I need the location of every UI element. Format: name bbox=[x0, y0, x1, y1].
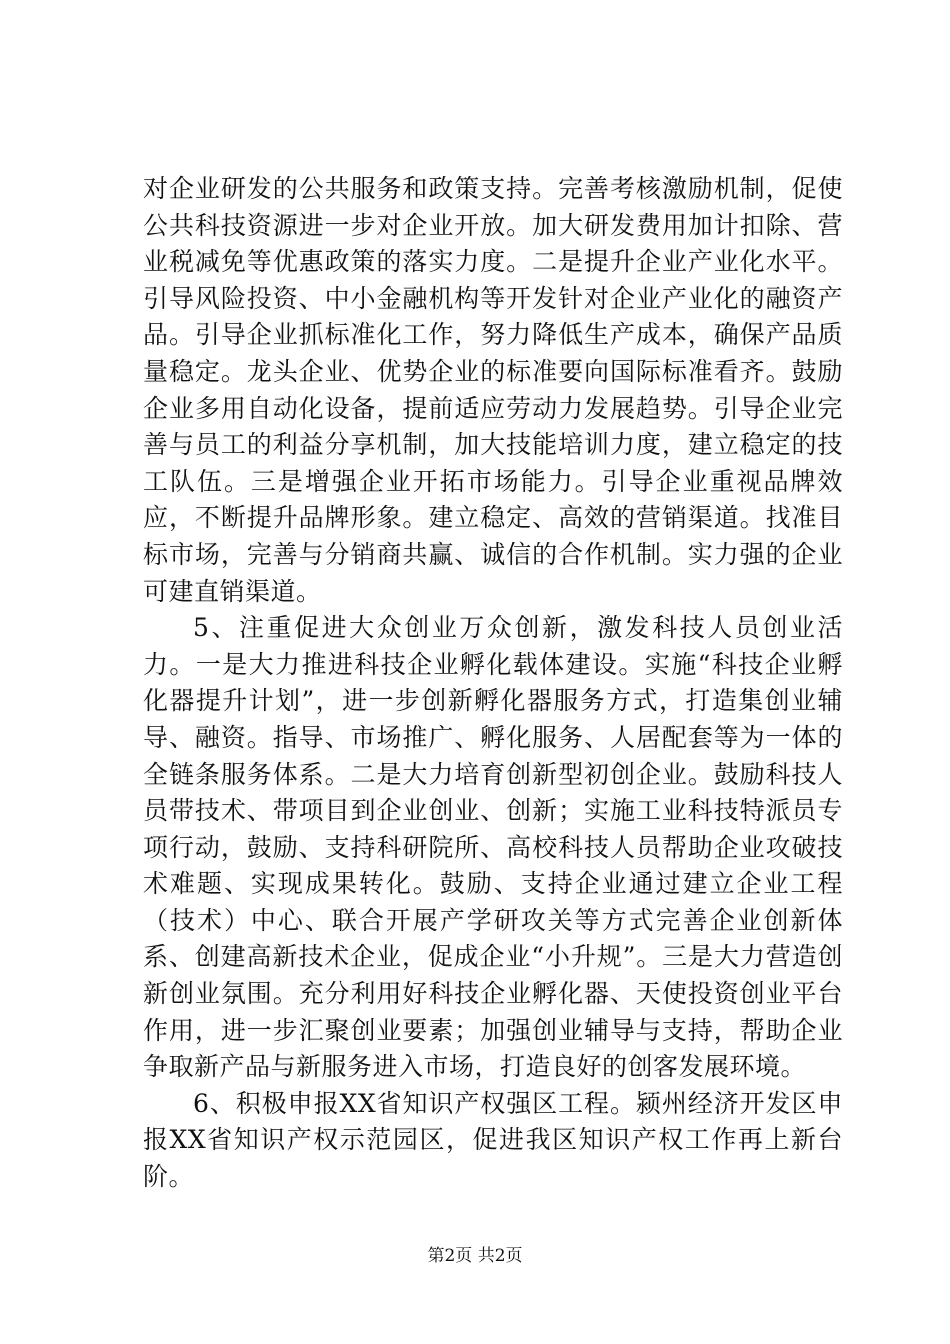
paragraph-continuation: 对企业研发的公共服务和政策支持。完善考核激励机制，促使公共科技资源进一步对企业开放。加大研发费用加计扣除、营业税减免等优惠政策的落实力度。二是提升企业产业化水平。引导风险投资、中小金融机构等开发针对企业产业化的融资产品。引导企业抓标准化工作，努力降低生产成本，确保产品质量稳定。龙头企业、优势企业的标准要向国际标准看齐。鼓励企业多用自动化设备，提前适应劳动力发展趋势。引导企业完善与员工的利益分享机制，加大技能培训力度，建立稳定的技工队伍。三是增强企业开拓市场能力。引导企业重视品牌效应，不断提升品牌形象。建立稳定、高效的营销渠道。找准目标市场，完善与分销商共赢、诚信的合作机制。实力强的企业可建直销渠道。 bbox=[143, 174, 843, 606]
paragraph-item-6: 6、积极申报XX省知识产权强区工程。颍州经济开发区申报XX省知识产权示范园区，促进我区知识产权工作再上新台阶。 bbox=[143, 1088, 843, 1192]
paragraph-item-5: 5、注重促进大众创业万众创新，激发科技人员创业活力。一是大力推进科技企业孵化载体建设。实施“科技企业孵化器提升计划”，进一步创新孵化器服务方式，打造集创业辅导、融资。指导、市场推广、孵化服务、人居配套等为一体的全链条服务体系。二是大力培育创新型初创企业。鼓励科技人员带技术、带项目到企业创业、创新；实施工业科技特派员专项行动，鼓励、支持科研院所、高校科技人员帮助企业攻破技术难题、实现成果转化。鼓励、支持企业通过建立企业工程（技术）中心、联合开展产学研攻关等方式完善企业创新体系、创建高新技术企业，促成企业“小升规”。三是大力营造创新创业氛围。充分利用好科技企业孵化器、天使投资创业平台作用，进一步汇聚创业要素；加强创业辅导与支持，帮助企业争取新产品与新服务进入市场，打造良好的创客发展环境。 bbox=[143, 613, 843, 1082]
page-footer: 第2页 共2页 bbox=[427, 1246, 523, 1266]
document-body bbox=[143, 171, 843, 1196]
